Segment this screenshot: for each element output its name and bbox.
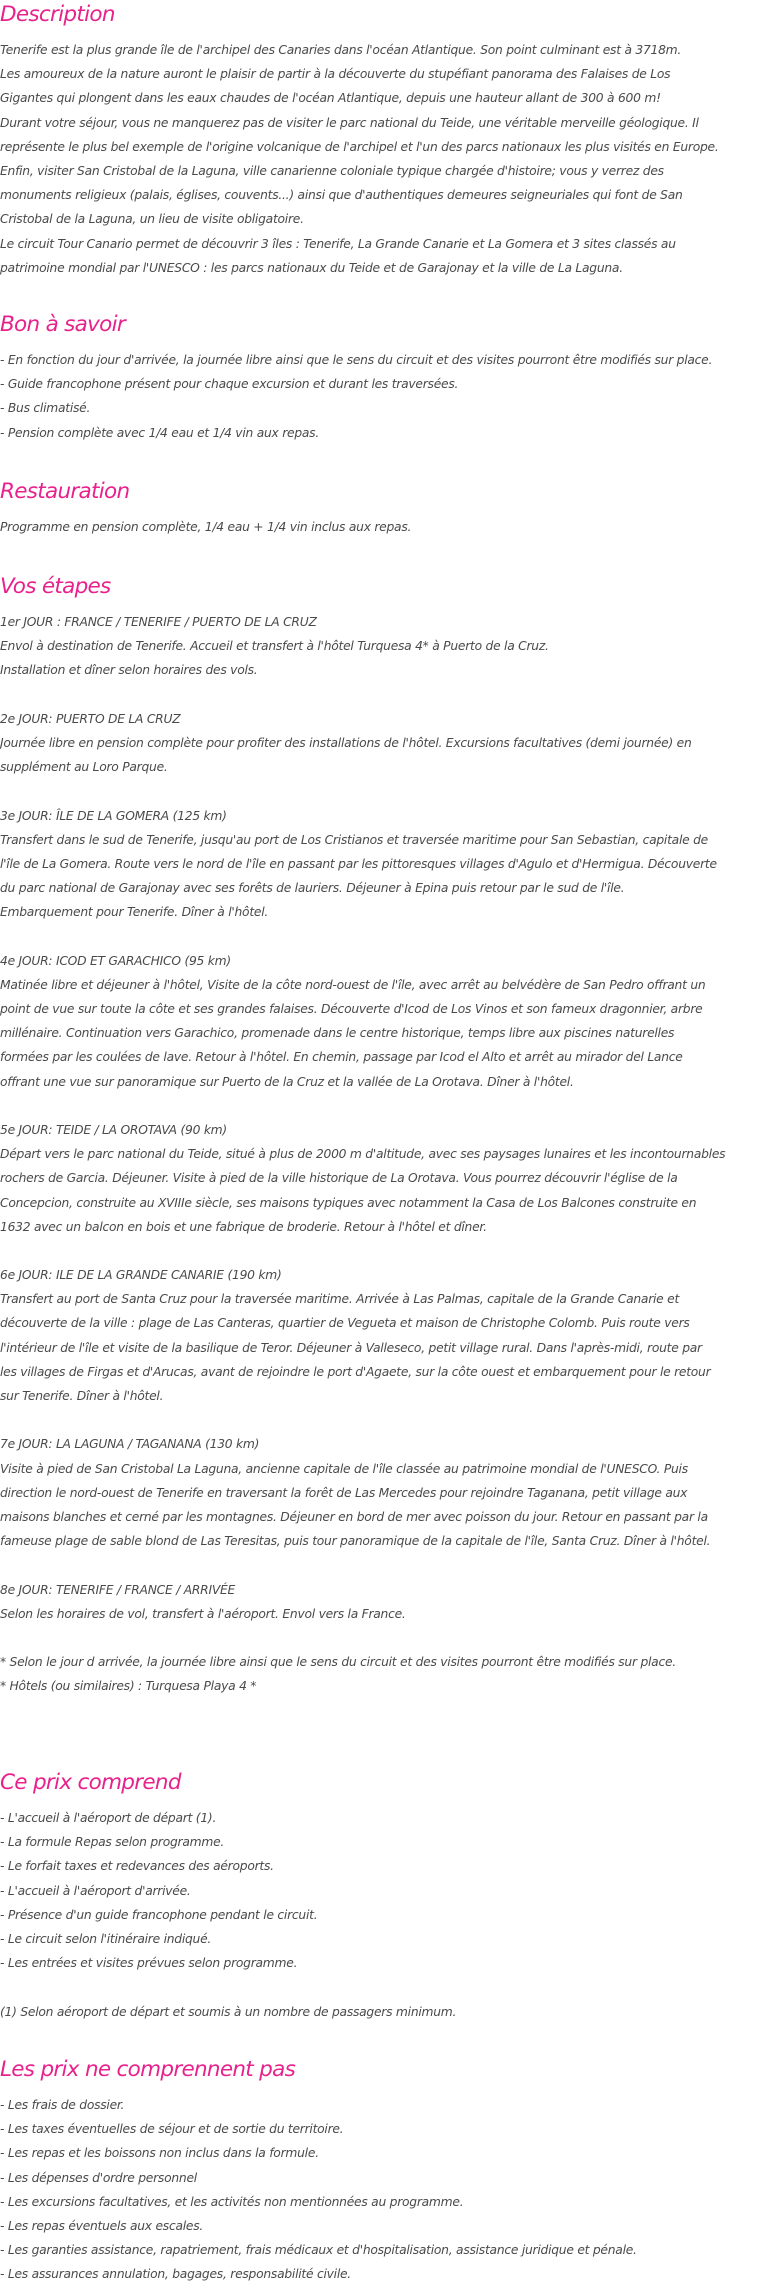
text-line: Départ vers le parc national du Teide, situé à plus de 2000 m d'altitude, avec ses paysages lunaires et les incontournables [0, 1147, 726, 1162]
section-body [0, 348, 758, 445]
text-line: millénaire. Continuation vers Garachico, promenade dans le centre historique, temps libre aux piscines naturelles [0, 1026, 675, 1041]
text-line: - Pension complète avec 1/4 eau et 1/4 vin aux repas. [0, 425, 320, 440]
list-item: - Les excursions facultatives, et les activités non mentionnées au programme. [0, 2194, 464, 2209]
day-heading: 1er JOUR : FRANCE / TENERIFE / PUERTO DE LA CRUZ [0, 615, 317, 629]
text-line: - Guide francophone présent pour chaque excursion et durant les traversées. [0, 377, 459, 392]
spacer [0, 1553, 758, 1577]
day-heading: 2e JOUR: PUERTO DE LA CRUZ [0, 711, 181, 726]
text-line: point de vue sur toute la côte et ses grandes falaises. Découverte d'Icod de Los Vinos et son fameux dragonnier, arbre [0, 1002, 703, 1016]
text-line: Selon les horaires de vol, transfert à l'aéroport. Envol vers la France. [0, 1606, 406, 1621]
section-title: Les prix ne comprennent pas [0, 2057, 296, 2082]
section-bon-a-savoir [0, 310, 758, 445]
section-body [0, 2093, 758, 2287]
spacer [0, 683, 758, 707]
text-line: maisons blanches et cerné par les montagnes. Déjeuner en bord de mer avec poisson du jour. Retour en passant par la [0, 1509, 708, 1524]
section-prix-ne-comprennent-pas [0, 2055, 758, 2287]
text-line: Concepcion, construite au XVIIIe siècle, ses maisons typiques avec notamment la Casa de Los Balcones construite en [0, 1195, 697, 1210]
text-line: - Bus climatisé. [0, 401, 91, 416]
list-item: - La formule Repas selon programme. [0, 1835, 225, 1850]
text-line: Le circuit Tour Canario permet de découvrir 3 îles : Tenerife, La Grande Canarie et La Gomera et 3 sites classés au [0, 236, 676, 251]
text-line: - En fonction du jour d'arrivée, la journée libre ainsi que le sens du circuit et des visites pourront être modifiés sur place. [0, 353, 713, 367]
spacer [0, 1239, 758, 1263]
text-line: supplément au Loro Parque. [0, 760, 168, 775]
text-line: monuments religieux (palais, églises, couvents...) ainsi que d'authentiques demeures seigneuriales qui font de San [0, 188, 683, 203]
day-heading: 6e JOUR: ILE DE LA GRANDE CANARIE (190 km) [0, 1268, 282, 1283]
section-body [0, 610, 758, 1698]
list-item: - Les taxes éventuelles de séjour et de sortie du territoire. [0, 2122, 344, 2137]
list-item: - L'accueil à l'aéroport de départ (1). [0, 1811, 217, 1825]
section-vos-etapes [0, 572, 758, 1698]
text-line: Cristobal de la Laguna, un lieu de visite obligatoire. [0, 212, 304, 227]
list-item: - Les garanties assistance, rapatriement, frais médicaux et d'hospitalisation, assistance juridique et pénale. [0, 2243, 637, 2258]
text-line: Installation et dîner selon horaires des vols. [0, 663, 258, 678]
text-line: découverte de la ville : plage de Las Canteras, quartier de Vegueta et maison de Christophe Colomb. Puis route vers [0, 1316, 690, 1331]
text-line: patrimoine mondial par l'UNESCO : les parcs nationaux du Teide et de Garajonay et la ville de La Laguna. [0, 260, 623, 275]
text-line: offrant une vue sur panoramique sur Puerto de la Cruz et la vallée de La Orotava. Dîner à l'hôtel. [0, 1074, 574, 1089]
section-body [0, 1806, 758, 2024]
spacer [0, 1408, 758, 1432]
day-heading: 8e JOUR: TENERIFE / FRANCE / ARRIVÉE [0, 1582, 236, 1597]
list-item: - Les assurances annulation, bagages, responsabilité civile. [0, 2267, 351, 2282]
list-item: - Les entrées et visites prévues selon programme. [0, 1956, 298, 1971]
text-line: Transfert dans le sud de Tenerife, jusqu'au port de Los Cristianos et traversée maritime pour San Sebastian, capitale de [0, 832, 708, 847]
text-line: Tenerife est la plus grande île de l'archipel des Canaries dans l'océan Atlantique. Son point culminant est à 3718m. [0, 43, 682, 57]
list-item: - Les dépenses d'ordre personnel [0, 2170, 197, 2185]
day-heading: 3e JOUR: ÎLE DE LA GOMERA (125 km) [0, 808, 227, 823]
spacer [0, 924, 758, 948]
section-body [0, 38, 758, 280]
text-line: fameuse plage de sable blond de Las Teresitas, puis tour panoramique de la capitale de l'île, Santa Cruz. Dîner à l'hôtel. [0, 1534, 711, 1549]
footnote: (1) Selon aéroport de départ et soumis à un nombre de passagers minimum. [0, 2004, 457, 2019]
text-line: sur Tenerife. Dîner à l'hôtel. [0, 1389, 164, 1403]
spacer [0, 1094, 758, 1118]
list-item: - Présence d'un guide francophone pendant le circuit. [0, 1907, 318, 1922]
footnote: * Selon le jour d arrivée, la journée libre ainsi que le sens du circuit et des visites pourront être modifiés sur place. [0, 1655, 676, 1670]
list-item: - L'accueil à l'aéroport d'arrivée. [0, 1883, 191, 1898]
text-line: Transfert au port de Santa Cruz pour la traversée maritime. Arrivée à Las Palmas, capitale de la Grande Canarie et [0, 1292, 680, 1307]
text-line: Matinée libre et déjeuner à l'hôtel, Visite de la côte nord-ouest de l'île, avec arrêt au belvédère de San Pedro offrant un [0, 977, 706, 992]
text-line: Programme en pension complète, 1/4 eau + 1/4 vin inclus aux repas. [0, 520, 412, 534]
section-ce-prix-comprend [0, 1768, 758, 2024]
section-title: Vos étapes [0, 574, 111, 599]
list-item: - Les repas éventuels aux escales. [0, 2218, 204, 2233]
day-heading: 4e JOUR: ICOD ET GARACHICO (95 km) [0, 953, 231, 968]
text-line: Durant votre séjour, vous ne manquerez pas de visiter le parc national du Teide, une véritable merveille géologique. Il [0, 115, 699, 130]
section-title: Bon à savoir [0, 312, 126, 337]
text-line: Gigantes qui plongent dans les eaux chaudes de l'océan Atlantique, depuis une hauteur allant de 300 à 600 m! [0, 91, 661, 106]
text-line: direction le nord-ouest de Tenerife en traversant la forêt de Las Mercedes pour rejoindre Taganana, petit village aux [0, 1485, 688, 1500]
spacer [0, 1626, 758, 1650]
list-item: - Les frais de dossier. [0, 2098, 125, 2112]
text-line: formées par les coulées de lave. Retour à l'hôtel. En chemin, passage par Icod el Alto et arrêt au mirador del Lance [0, 1050, 683, 1065]
section-restauration [0, 477, 758, 539]
list-item: - Le circuit selon l'itinéraire indiqué. [0, 1931, 212, 1946]
text-line: les villages de Firgas et d'Arucas, avant de rejoindre le port d'Agaete, sur la côte ouest et embarquement pour le retour [0, 1364, 711, 1379]
text-line: du parc national de Garajonay avec ses forêts de lauriers. Déjeuner à Epina puis retour par le sud de l'île. [0, 881, 625, 896]
text-line: Embarquement pour Tenerife. Dîner à l'hôtel. [0, 905, 269, 920]
section-title: Ce prix comprend [0, 1770, 181, 1795]
day-heading: 5e JOUR: TEIDE / LA OROTAVA (90 km) [0, 1122, 227, 1137]
spacer [0, 1975, 758, 1999]
section-title: Description [0, 2, 115, 27]
text-line: Journée libre en pension complète pour profiter des installations de l'hôtel. Excursions facultatives (demi journée) en [0, 735, 692, 750]
list-item: - Les repas et les boissons non inclus dans la formule. [0, 2146, 319, 2161]
text-line: Les amoureux de la nature auront le plaisir de partir à la découverte du stupéfiant panorama des Falaises de Los [0, 67, 671, 82]
text-line: Enfin, visiter San Cristobal de la Laguna, ville canarienne coloniale typique chargée d'histoire; vous y verrez des [0, 163, 664, 178]
text-line: rochers de Garcia. Déjeuner. Visite à pied de la ville historique de La Orotava. Vous pourrez découvrir l'église de la [0, 1171, 678, 1186]
section-body [0, 515, 758, 539]
text-line: 1632 avec un balcon en bois et une fabrique de broderie. Retour à l'hôtel et dîner. [0, 1219, 487, 1234]
text-line: Envol à destination de Tenerife. Accueil et transfert à l'hôtel Turquesa 4* à Puerto de la Cruz. [0, 639, 549, 654]
day-heading: 7e JOUR: LA LAGUNA / TAGANANA (130 km) [0, 1437, 260, 1452]
section-description [0, 0, 758, 280]
text-line: l'intérieur de l'île et visite de la basilique de Teror. Déjeuner à Valleseco, petit village rural. Dans l'après-midi, route par [0, 1340, 702, 1355]
text-line: l'île de La Gomera. Route vers le nord de l'île en passant par les pittoresques villages d'Agulo et d'Hermigua. Découverte [0, 856, 717, 871]
spacer [0, 779, 758, 803]
list-item: - Le forfait taxes et redevances des aéroports. [0, 1859, 274, 1874]
section-title: Restauration [0, 479, 130, 504]
text-line: Visite à pied de San Cristobal La Laguna, ancienne capitale de l'île classée au patrimoine mondial de l'UNESCO. Puis [0, 1461, 688, 1476]
footnote: * Hôtels (ou similaires) : Turquesa Playa 4 * [0, 1679, 257, 1694]
text-line: représente le plus bel exemple de l'origine volcanique de l'archipel et l'un des parcs nationaux les plus visités en Europe. [0, 139, 719, 154]
